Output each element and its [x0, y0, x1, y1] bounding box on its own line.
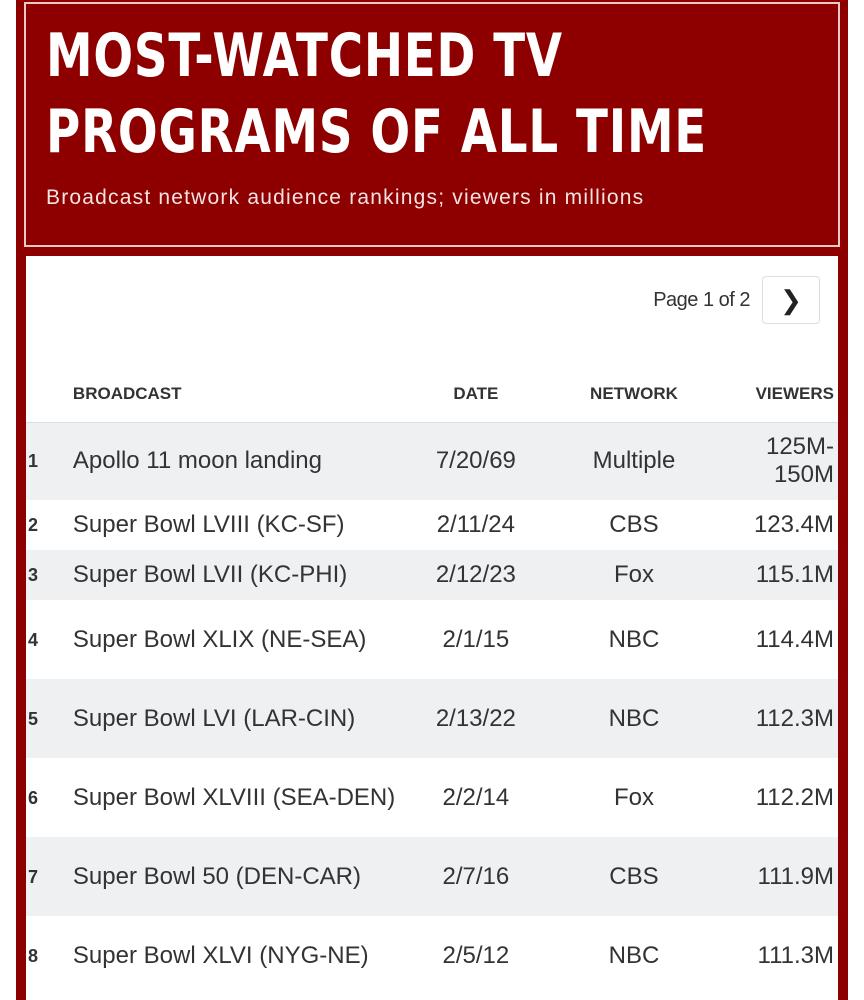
table-row	[26, 600, 838, 679]
date-cell: 2/5/12	[442, 941, 510, 969]
page-title: MOST-WATCHED TV PROGRAMS OF ALL TIME	[46, 21, 708, 167]
network-cell: NBC	[608, 941, 660, 969]
network-cell: NBC	[608, 625, 660, 653]
table-panel	[26, 256, 838, 1000]
broadcast-cell: Apollo 11 moon landing	[72, 447, 322, 475]
rank-cell: 2	[28, 515, 39, 535]
broadcast-cell: Super Bowl 50 (DEN-CAR)	[72, 862, 362, 890]
viewers-cell: 114.4M	[755, 625, 834, 653]
date-cell: 2/7/16	[442, 862, 510, 890]
date-cell: 2/12/23	[435, 561, 516, 588]
broadcast-header[interactable]: BROADCAST	[73, 366, 410, 422]
broadcast-cell: Super Bowl XLIX (NE-SEA)	[72, 625, 367, 653]
date-cell: 7/20/69	[435, 447, 516, 475]
date-cell: 2/11/24	[436, 511, 515, 538]
network-cell: Fox	[613, 561, 654, 588]
broadcast-cell: Super Bowl LVI (LAR-CIN)	[72, 704, 356, 732]
broadcast-cell: Super Bowl LVII (KC-PHI)	[72, 561, 348, 588]
viewers-cell: 111.3M	[757, 941, 834, 969]
network-header[interactable]: NETWORK	[542, 366, 726, 422]
next-page-button[interactable]	[762, 276, 820, 324]
page-indicator: Page 1 of 2	[653, 288, 750, 311]
viewers-cell: 112.3M	[755, 704, 834, 732]
page-subtitle: Broadcast network audience rankings; viewers in millions	[46, 186, 645, 209]
date-cell: 2/2/14	[442, 783, 510, 811]
date-cell: 2/13/22	[435, 704, 516, 732]
network-cell: CBS	[609, 511, 659, 538]
broadcast-cell: Super Bowl XLVIII (SEA-DEN)	[72, 783, 396, 811]
rank-cell: 1	[28, 451, 39, 472]
table-row	[26, 916, 838, 995]
date-header[interactable]: DATE	[410, 366, 543, 422]
network-cell: CBS	[609, 862, 659, 890]
viewers-cell: 123.4M	[753, 511, 834, 538]
viewers-cell: 112.2M	[755, 783, 834, 811]
table-row	[26, 550, 838, 600]
viewers-cell: 111.9M	[757, 862, 834, 890]
rank-header	[26, 366, 73, 422]
network-cell: Fox	[613, 783, 654, 811]
viewers-cell: 125M-150M	[765, 433, 834, 489]
viewers-cell: 115.1M	[755, 561, 834, 588]
chevron-right-icon: ❯	[780, 284, 802, 315]
table-row	[26, 500, 838, 550]
rank-cell: 7	[28, 866, 39, 887]
rank-cell: 8	[28, 945, 39, 966]
viewers-header[interactable]: VIEWERS	[726, 366, 838, 422]
network-cell: NBC	[608, 704, 660, 732]
rankings-table	[26, 366, 838, 995]
broadcast-cell: Super Bowl LVIII (KC-SF)	[72, 511, 345, 538]
rank-cell: 3	[28, 565, 39, 585]
header-banner	[24, 2, 840, 247]
network-cell: Multiple	[592, 447, 676, 475]
rank-cell: 6	[28, 787, 39, 808]
rank-cell: 4	[28, 629, 39, 650]
broadcast-cell: Super Bowl XLVI (NYG-NE)	[72, 941, 369, 969]
rank-cell: 5	[28, 708, 39, 729]
table-row	[26, 679, 838, 758]
table-row	[26, 837, 838, 916]
table-row	[26, 758, 838, 837]
table-row	[26, 422, 838, 500]
date-cell: 2/1/15	[442, 625, 510, 653]
pagination	[653, 276, 820, 324]
